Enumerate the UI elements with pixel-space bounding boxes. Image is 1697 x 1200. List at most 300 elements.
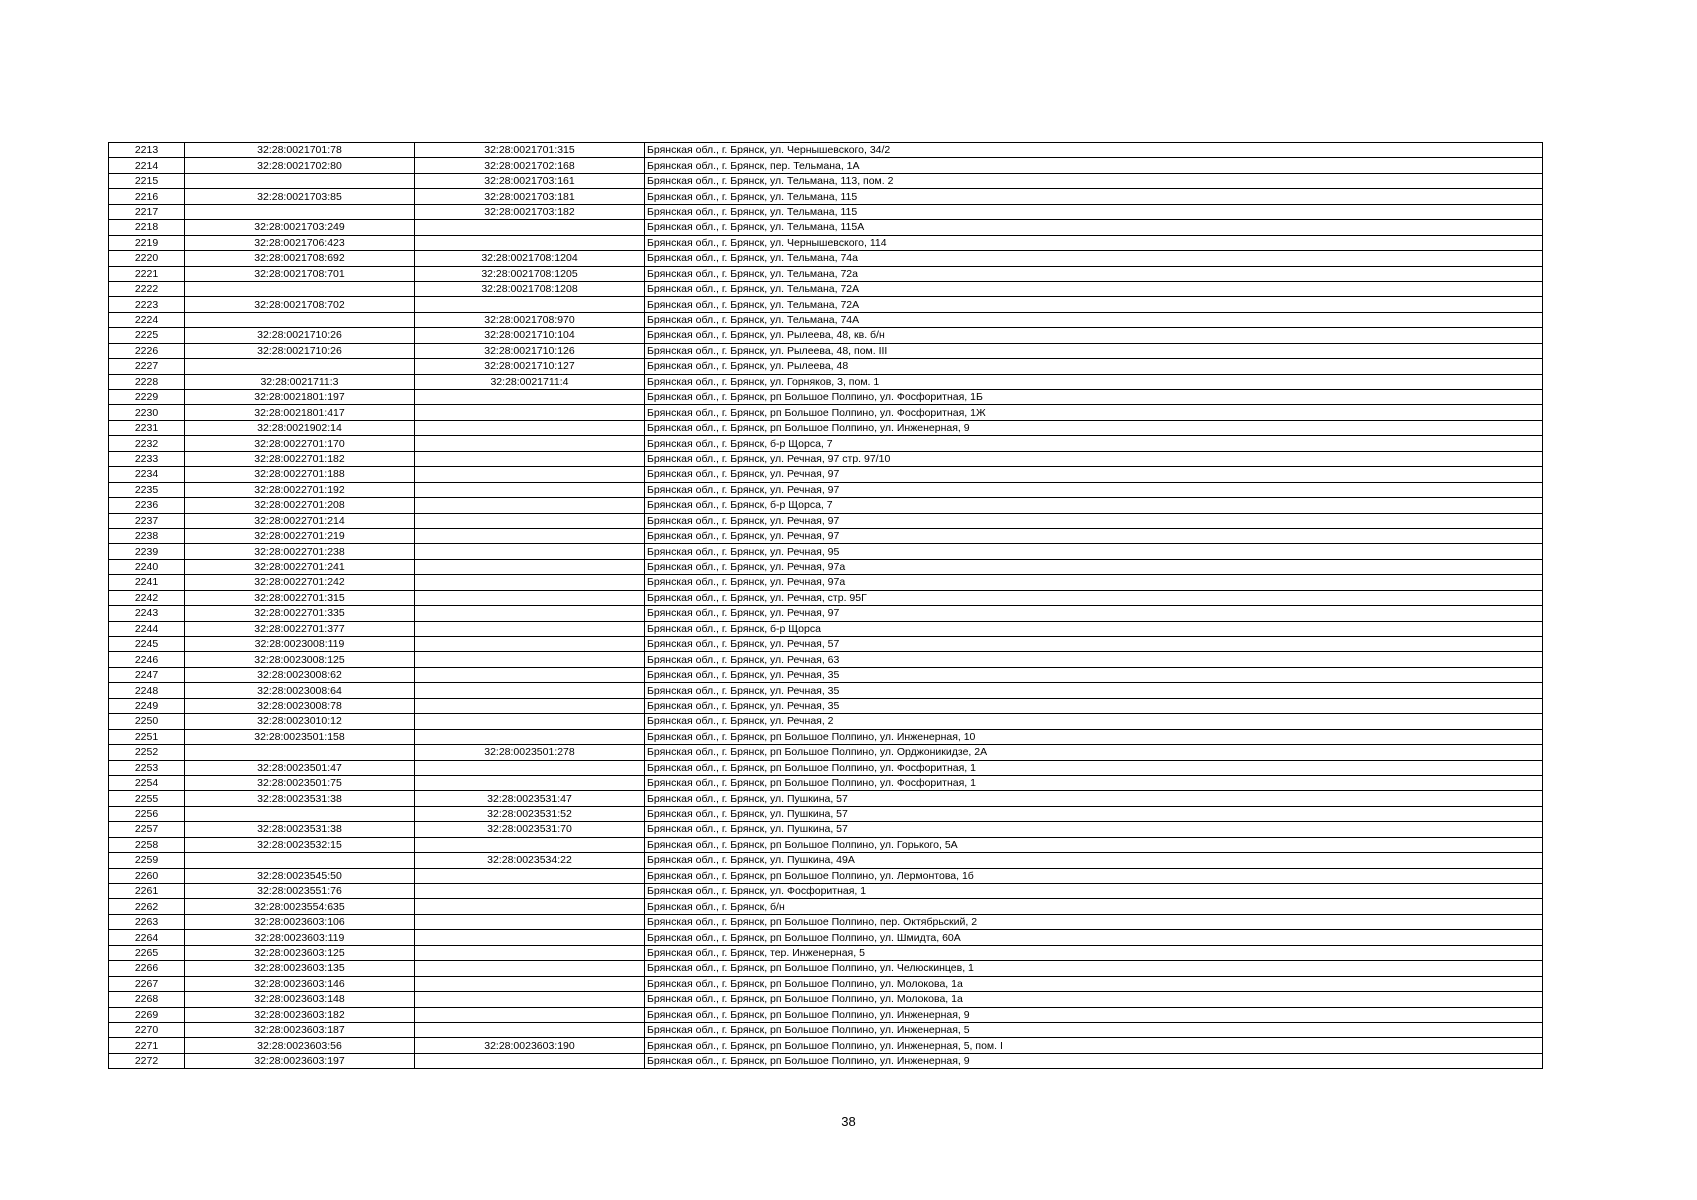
cadastral-number-cell: 32:28:0021710:26 <box>185 343 415 358</box>
table-row <box>109 806 1543 821</box>
related-cadastral-number-cell <box>415 775 645 790</box>
cadastral-number-cell <box>185 204 415 219</box>
cadastral-number-cell: 32:28:0022701:219 <box>185 528 415 543</box>
cadastral-number-cell: 32:28:0022701:188 <box>185 467 415 482</box>
related-cadastral-number-cell: 32:28:0021702:168 <box>415 158 645 173</box>
related-cadastral-number-cell: 32:28:0023603:190 <box>415 1038 645 1053</box>
address-cell: Брянская обл., г. Брянск, пер. Тельмана, 1А <box>645 158 1543 173</box>
cadastral-table <box>108 142 1543 1069</box>
address-cell: Брянская обл., г. Брянск, рп Большое Полпино, ул. Молокова, 1а <box>645 992 1543 1007</box>
row-number-cell: 2226 <box>109 343 185 358</box>
cadastral-number-cell: 32:28:0023008:119 <box>185 637 415 652</box>
related-cadastral-number-cell <box>415 992 645 1007</box>
row-number-cell: 2270 <box>109 1022 185 1037</box>
cadastral-number-cell: 32:28:0023603:106 <box>185 914 415 929</box>
row-number-cell: 2251 <box>109 729 185 744</box>
related-cadastral-number-cell <box>415 837 645 852</box>
cadastral-number-cell: 32:28:0023501:158 <box>185 729 415 744</box>
cadastral-number-cell <box>185 359 415 374</box>
address-cell: Брянская обл., г. Брянск, ул. Тельмана, 115 <box>645 189 1543 204</box>
cadastral-number-cell: 32:28:0023008:64 <box>185 683 415 698</box>
related-cadastral-number-cell <box>415 220 645 235</box>
related-cadastral-number-cell: 32:28:0021701:315 <box>415 143 645 158</box>
related-cadastral-number-cell <box>415 467 645 482</box>
cadastral-number-cell: 32:28:0022701:315 <box>185 590 415 605</box>
related-cadastral-number-cell <box>415 961 645 976</box>
related-cadastral-number-cell: 32:28:0021703:181 <box>415 189 645 204</box>
table-row <box>109 652 1543 667</box>
table-row <box>109 992 1543 1007</box>
table-row <box>109 683 1543 698</box>
table-row <box>109 559 1543 574</box>
cadastral-number-cell: 32:28:0022701:208 <box>185 498 415 513</box>
address-cell: Брянская обл., г. Брянск, рп Большое Полпино, ул. Лермонтова, 1б <box>645 868 1543 883</box>
row-number-cell: 2255 <box>109 791 185 806</box>
address-cell: Брянская обл., г. Брянск, ул. Речная, 97 <box>645 513 1543 528</box>
cadastral-number-cell: 32:28:0023603:135 <box>185 961 415 976</box>
related-cadastral-number-cell: 32:28:0023531:70 <box>415 822 645 837</box>
table-row <box>109 1053 1543 1068</box>
row-number-cell: 2256 <box>109 806 185 821</box>
cadastral-number-cell: 32:28:0023501:47 <box>185 760 415 775</box>
address-cell: Брянская обл., г. Брянск, ул. Речная, 2 <box>645 714 1543 729</box>
row-number-cell: 2235 <box>109 482 185 497</box>
address-cell: Брянская обл., г. Брянск, рп Большое Полпино, ул. Челюскинцев, 1 <box>645 961 1543 976</box>
table-row <box>109 390 1543 405</box>
address-cell: Брянская обл., г. Брянск, ул. Пушкина, 57 <box>645 822 1543 837</box>
table-row <box>109 575 1543 590</box>
address-cell: Брянская обл., г. Брянск, ул. Пушкина, 49А <box>645 853 1543 868</box>
table-row <box>109 822 1543 837</box>
address-cell: Брянская обл., г. Брянск, ул. Тельмана, 74а <box>645 251 1543 266</box>
table-row <box>109 745 1543 760</box>
table-row <box>109 189 1543 204</box>
related-cadastral-number-cell <box>415 714 645 729</box>
address-cell: Брянская обл., г. Брянск, рп Большое Полпино, ул. Горького, 5А <box>645 837 1543 852</box>
cadastral-number-cell: 32:28:0021702:80 <box>185 158 415 173</box>
related-cadastral-number-cell <box>415 528 645 543</box>
cadastral-number-cell: 32:28:0021708:702 <box>185 297 415 312</box>
related-cadastral-number-cell: 32:28:0021710:127 <box>415 359 645 374</box>
address-cell: Брянская обл., г. Брянск, б-р Щорса <box>645 621 1543 636</box>
address-cell: Брянская обл., г. Брянск, ул. Тельмана, 115А <box>645 220 1543 235</box>
table-row <box>109 714 1543 729</box>
table-row <box>109 544 1543 559</box>
cadastral-number-cell: 32:28:0021703:249 <box>185 220 415 235</box>
cadastral-number-cell: 32:28:0023531:38 <box>185 791 415 806</box>
address-cell: Брянская обл., г. Брянск, рп Большое Полпино, ул. Фосфоритная, 1Ж <box>645 405 1543 420</box>
related-cadastral-number-cell <box>415 884 645 899</box>
cadastral-number-cell <box>185 745 415 760</box>
table-row <box>109 328 1543 343</box>
related-cadastral-number-cell: 32:28:0023531:47 <box>415 791 645 806</box>
address-cell: Брянская обл., г. Брянск, рп Большое Полпино, ул. Инженерная, 5 <box>645 1022 1543 1037</box>
address-cell: Брянская обл., г. Брянск, ул. Речная, 97а <box>645 575 1543 590</box>
related-cadastral-number-cell: 32:28:0021710:104 <box>415 328 645 343</box>
related-cadastral-number-cell <box>415 575 645 590</box>
table-row <box>109 251 1543 266</box>
table-row <box>109 837 1543 852</box>
related-cadastral-number-cell <box>415 590 645 605</box>
table-row <box>109 173 1543 188</box>
address-cell: Брянская обл., г. Брянск, ул. Речная, 97 <box>645 528 1543 543</box>
row-number-cell: 2265 <box>109 945 185 960</box>
table-row <box>109 343 1543 358</box>
cadastral-number-cell: 32:28:0022701:192 <box>185 482 415 497</box>
table-row <box>109 312 1543 327</box>
address-cell: Брянская обл., г. Брянск, б-р Щорса, 7 <box>645 498 1543 513</box>
row-number-cell: 2240 <box>109 559 185 574</box>
row-number-cell: 2242 <box>109 590 185 605</box>
row-number-cell: 2230 <box>109 405 185 420</box>
address-cell: Брянская обл., г. Брянск, рп Большое Полпино, ул. Инженерная, 9 <box>645 420 1543 435</box>
table-row <box>109 266 1543 281</box>
related-cadastral-number-cell <box>415 390 645 405</box>
related-cadastral-number-cell <box>415 729 645 744</box>
cadastral-number-cell: 32:28:0021801:417 <box>185 405 415 420</box>
related-cadastral-number-cell: 32:28:0021710:126 <box>415 343 645 358</box>
address-cell: Брянская обл., г. Брянск, ул. Речная, 35 <box>645 698 1543 713</box>
related-cadastral-number-cell: 32:28:0021708:1208 <box>415 281 645 296</box>
row-number-cell: 2224 <box>109 312 185 327</box>
related-cadastral-number-cell <box>415 420 645 435</box>
cadastral-number-cell: 32:28:0023008:78 <box>185 698 415 713</box>
row-number-cell: 2232 <box>109 436 185 451</box>
cadastral-number-cell: 32:28:0023010:12 <box>185 714 415 729</box>
related-cadastral-number-cell <box>415 1022 645 1037</box>
cadastral-number-cell: 32:28:0021708:692 <box>185 251 415 266</box>
row-number-cell: 2266 <box>109 961 185 976</box>
address-cell: Брянская обл., г. Брянск, рп Большое Полпино, ул. Фосфоритная, 1Б <box>645 390 1543 405</box>
related-cadastral-number-cell <box>415 1007 645 1022</box>
address-cell: Брянская обл., г. Брянск, ул. Речная, 63 <box>645 652 1543 667</box>
cadastral-number-cell: 32:28:0023603:148 <box>185 992 415 1007</box>
related-cadastral-number-cell <box>415 621 645 636</box>
table-row <box>109 451 1543 466</box>
cadastral-number-cell: 32:28:0023603:197 <box>185 1053 415 1068</box>
cadastral-number-cell: 32:28:0023603:125 <box>185 945 415 960</box>
row-number-cell: 2257 <box>109 822 185 837</box>
row-number-cell: 2219 <box>109 235 185 250</box>
cadastral-number-cell: 32:28:0021706:423 <box>185 235 415 250</box>
table-row <box>109 482 1543 497</box>
address-cell: Брянская обл., г. Брянск, ул. Чернышевского, 114 <box>645 235 1543 250</box>
address-cell: Брянская обл., г. Брянск, рп Большое Полпино, ул. Фосфоритная, 1 <box>645 775 1543 790</box>
address-cell: Брянская обл., г. Брянск, ул. Речная, 97 стр. 97/10 <box>645 451 1543 466</box>
table-body <box>109 143 1543 1069</box>
table-row <box>109 528 1543 543</box>
cadastral-number-cell: 32:28:0023531:38 <box>185 822 415 837</box>
cadastral-number-cell: 32:28:0023008:125 <box>185 652 415 667</box>
cadastral-number-cell: 32:28:0021801:197 <box>185 390 415 405</box>
table-row <box>109 281 1543 296</box>
row-number-cell: 2244 <box>109 621 185 636</box>
cadastral-number-cell <box>185 173 415 188</box>
table-row <box>109 899 1543 914</box>
address-cell: Брянская обл., г. Брянск, ул. Речная, 97 <box>645 606 1543 621</box>
cadastral-number-cell: 32:28:0023008:62 <box>185 667 415 682</box>
table-row <box>109 220 1543 235</box>
address-cell: Брянская обл., г. Брянск, ул. Речная, 35 <box>645 667 1543 682</box>
address-cell: Брянская обл., г. Брянск, рп Большое Полпино, ул. Инженерная, 10 <box>645 729 1543 744</box>
cadastral-number-cell: 32:28:0023603:187 <box>185 1022 415 1037</box>
table-row <box>109 637 1543 652</box>
related-cadastral-number-cell <box>415 451 645 466</box>
cadastral-number-cell <box>185 853 415 868</box>
table-row <box>109 158 1543 173</box>
address-cell: Брянская обл., г. Брянск, ул. Тельмана, 74А <box>645 312 1543 327</box>
table-row <box>109 760 1543 775</box>
related-cadastral-number-cell: 32:28:0021703:182 <box>415 204 645 219</box>
related-cadastral-number-cell <box>415 930 645 945</box>
cadastral-number-cell: 32:28:0022701:242 <box>185 575 415 590</box>
related-cadastral-number-cell <box>415 297 645 312</box>
address-cell: Брянская обл., г. Брянск, ул. Тельмана, 72А <box>645 281 1543 296</box>
related-cadastral-number-cell: 32:28:0023501:278 <box>415 745 645 760</box>
cadastral-number-cell <box>185 806 415 821</box>
row-number-cell: 2249 <box>109 698 185 713</box>
cadastral-number-cell: 32:28:0022701:182 <box>185 451 415 466</box>
address-cell: Брянская обл., г. Брянск, ул. Рылеева, 48, пом. III <box>645 343 1543 358</box>
related-cadastral-number-cell: 32:28:0021708:1204 <box>415 251 645 266</box>
address-cell: Брянская обл., г. Брянск, ул. Тельмана, 72а <box>645 266 1543 281</box>
address-cell: Брянская обл., г. Брянск, ул. Тельмана, 115 <box>645 204 1543 219</box>
related-cadastral-number-cell <box>415 606 645 621</box>
related-cadastral-number-cell: 32:28:0023534:22 <box>415 853 645 868</box>
row-number-cell: 2269 <box>109 1007 185 1022</box>
address-cell: Брянская обл., г. Брянск, рп Большое Полпино, ул. Молокова, 1а <box>645 976 1543 991</box>
table-row <box>109 791 1543 806</box>
row-number-cell: 2214 <box>109 158 185 173</box>
row-number-cell: 2272 <box>109 1053 185 1068</box>
cadastral-number-cell: 32:28:0022701:241 <box>185 559 415 574</box>
address-cell: Брянская обл., г. Брянск, рп Большое Полпино, ул. Инженерная, 5, пом. I <box>645 1038 1543 1053</box>
row-number-cell: 2221 <box>109 266 185 281</box>
row-number-cell: 2260 <box>109 868 185 883</box>
table-row <box>109 359 1543 374</box>
address-cell: Брянская обл., г. Брянск, ул. Пушкина, 57 <box>645 791 1543 806</box>
address-cell: Брянская обл., г. Брянск, ул. Тельмана, 72А <box>645 297 1543 312</box>
cadastral-number-cell: 32:28:0023532:15 <box>185 837 415 852</box>
address-cell: Брянская обл., г. Брянск, рп Большое Полпино, ул. Шмидта, 60А <box>645 930 1543 945</box>
row-number-cell: 2229 <box>109 390 185 405</box>
cadastral-number-cell <box>185 312 415 327</box>
table-row <box>109 436 1543 451</box>
row-number-cell: 2213 <box>109 143 185 158</box>
row-number-cell: 2258 <box>109 837 185 852</box>
table-row <box>109 930 1543 945</box>
address-cell: Брянская обл., г. Брянск, рп Большое Полпино, пер. Октябрьский, 2 <box>645 914 1543 929</box>
address-cell: Брянская обл., г. Брянск, рп Большое Полпино, ул. Инженерная, 9 <box>645 1007 1543 1022</box>
cadastral-number-cell: 32:28:0021708:701 <box>185 266 415 281</box>
related-cadastral-number-cell: 32:28:0021703:161 <box>415 173 645 188</box>
row-number-cell: 2246 <box>109 652 185 667</box>
table-row <box>109 884 1543 899</box>
address-cell: Брянская обл., г. Брянск, ул. Фосфоритная, 1 <box>645 884 1543 899</box>
cadastral-number-cell: 32:28:0023501:75 <box>185 775 415 790</box>
row-number-cell: 2261 <box>109 884 185 899</box>
table-row <box>109 667 1543 682</box>
cadastral-number-cell: 32:28:0023551:76 <box>185 884 415 899</box>
row-number-cell: 2238 <box>109 528 185 543</box>
table-row <box>109 235 1543 250</box>
cadastral-number-cell: 32:28:0021902:14 <box>185 420 415 435</box>
address-cell: Брянская обл., г. Брянск, ул. Речная, 35 <box>645 683 1543 698</box>
address-cell: Брянская обл., г. Брянск, ул. Рылеева, 48, кв. б/н <box>645 328 1543 343</box>
table-row <box>109 914 1543 929</box>
row-number-cell: 2231 <box>109 420 185 435</box>
row-number-cell: 2215 <box>109 173 185 188</box>
row-number-cell: 2262 <box>109 899 185 914</box>
row-number-cell: 2225 <box>109 328 185 343</box>
related-cadastral-number-cell <box>415 436 645 451</box>
address-cell: Брянская обл., г. Брянск, б/н <box>645 899 1543 914</box>
address-cell: Брянская обл., г. Брянск, ул. Речная, 97а <box>645 559 1543 574</box>
row-number-cell: 2263 <box>109 914 185 929</box>
cadastral-number-cell: 32:28:0022701:335 <box>185 606 415 621</box>
row-number-cell: 2264 <box>109 930 185 945</box>
cadastral-number-cell: 32:28:0023603:146 <box>185 976 415 991</box>
address-cell: Брянская обл., г. Брянск, ул. Тельмана, 113, пом. 2 <box>645 173 1543 188</box>
table-row <box>109 498 1543 513</box>
related-cadastral-number-cell: 32:28:0021708:970 <box>415 312 645 327</box>
related-cadastral-number-cell <box>415 683 645 698</box>
address-cell: Брянская обл., г. Брянск, тер. Инженерная, 5 <box>645 945 1543 960</box>
address-cell: Брянская обл., г. Брянск, ул. Речная, 57 <box>645 637 1543 652</box>
table-row <box>109 1007 1543 1022</box>
table-row <box>109 621 1543 636</box>
row-number-cell: 2253 <box>109 760 185 775</box>
cadastral-number-cell: 32:28:0023603:119 <box>185 930 415 945</box>
related-cadastral-number-cell <box>415 544 645 559</box>
related-cadastral-number-cell <box>415 559 645 574</box>
row-number-cell: 2233 <box>109 451 185 466</box>
table-row <box>109 606 1543 621</box>
table-row <box>109 374 1543 389</box>
cadastral-number-cell <box>185 281 415 296</box>
cadastral-number-cell: 32:28:0023554:635 <box>185 899 415 914</box>
address-cell: Брянская обл., г. Брянск, рп Большое Полпино, ул. Фосфоритная, 1 <box>645 760 1543 775</box>
row-number-cell: 2254 <box>109 775 185 790</box>
cadastral-number-cell: 32:28:0023603:182 <box>185 1007 415 1022</box>
related-cadastral-number-cell <box>415 652 645 667</box>
row-number-cell: 2271 <box>109 1038 185 1053</box>
cadastral-number-cell: 32:28:0023545:50 <box>185 868 415 883</box>
row-number-cell: 2241 <box>109 575 185 590</box>
related-cadastral-number-cell <box>415 235 645 250</box>
table-row <box>109 204 1543 219</box>
related-cadastral-number-cell: 32:28:0021711:4 <box>415 374 645 389</box>
address-cell: Брянская обл., г. Брянск, ул. Речная, 97 <box>645 467 1543 482</box>
related-cadastral-number-cell <box>415 868 645 883</box>
row-number-cell: 2248 <box>109 683 185 698</box>
related-cadastral-number-cell <box>415 513 645 528</box>
related-cadastral-number-cell <box>415 760 645 775</box>
address-cell: Брянская обл., г. Брянск, ул. Пушкина, 57 <box>645 806 1543 821</box>
related-cadastral-number-cell <box>415 482 645 497</box>
cadastral-number-cell: 32:28:0022701:170 <box>185 436 415 451</box>
table-row <box>109 143 1543 158</box>
row-number-cell: 2223 <box>109 297 185 312</box>
address-cell: Брянская обл., г. Брянск, ул. Речная, 97 <box>645 482 1543 497</box>
related-cadastral-number-cell <box>415 405 645 420</box>
row-number-cell: 2243 <box>109 606 185 621</box>
table-row <box>109 698 1543 713</box>
row-number-cell: 2228 <box>109 374 185 389</box>
cadastral-number-cell: 32:28:0022701:214 <box>185 513 415 528</box>
cadastral-number-cell: 32:28:0021711:3 <box>185 374 415 389</box>
row-number-cell: 2217 <box>109 204 185 219</box>
table-row <box>109 945 1543 960</box>
row-number-cell: 2267 <box>109 976 185 991</box>
address-cell: Брянская обл., г. Брянск, ул. Чернышевского, 34/2 <box>645 143 1543 158</box>
related-cadastral-number-cell <box>415 637 645 652</box>
cadastral-number-cell: 32:28:0023603:56 <box>185 1038 415 1053</box>
row-number-cell: 2247 <box>109 667 185 682</box>
cadastral-number-cell: 32:28:0021703:85 <box>185 189 415 204</box>
table-row <box>109 868 1543 883</box>
row-number-cell: 2234 <box>109 467 185 482</box>
row-number-cell: 2239 <box>109 544 185 559</box>
table-row <box>109 405 1543 420</box>
related-cadastral-number-cell <box>415 899 645 914</box>
page-number: 38 <box>841 1114 856 1129</box>
table-row <box>109 775 1543 790</box>
table-row <box>109 513 1543 528</box>
row-number-cell: 2250 <box>109 714 185 729</box>
row-number-cell: 2216 <box>109 189 185 204</box>
related-cadastral-number-cell <box>415 498 645 513</box>
related-cadastral-number-cell <box>415 914 645 929</box>
row-number-cell: 2236 <box>109 498 185 513</box>
address-cell: Брянская обл., г. Брянск, б-р Щорса, 7 <box>645 436 1543 451</box>
table-row <box>109 420 1543 435</box>
table-row <box>109 590 1543 605</box>
related-cadastral-number-cell <box>415 698 645 713</box>
table-row <box>109 467 1543 482</box>
table-row <box>109 1038 1543 1053</box>
related-cadastral-number-cell <box>415 945 645 960</box>
address-cell: Брянская обл., г. Брянск, ул. Речная, 95 <box>645 544 1543 559</box>
cadastral-number-cell: 32:28:0022701:377 <box>185 621 415 636</box>
row-number-cell: 2259 <box>109 853 185 868</box>
table-row <box>109 853 1543 868</box>
related-cadastral-number-cell <box>415 667 645 682</box>
row-number-cell: 2220 <box>109 251 185 266</box>
address-cell: Брянская обл., г. Брянск, рп Большое Полпино, ул. Орджоникидзе, 2А <box>645 745 1543 760</box>
cadastral-number-cell: 32:28:0021710:26 <box>185 328 415 343</box>
related-cadastral-number-cell: 32:28:0023531:52 <box>415 806 645 821</box>
address-cell: Брянская обл., г. Брянск, ул. Рылеева, 48 <box>645 359 1543 374</box>
table-row <box>109 297 1543 312</box>
table-row <box>109 976 1543 991</box>
address-cell: Брянская обл., г. Брянск, ул. Горняков, 3, пом. 1 <box>645 374 1543 389</box>
row-number-cell: 2218 <box>109 220 185 235</box>
table-row <box>109 961 1543 976</box>
address-cell: Брянская обл., г. Брянск, ул. Речная, стр. 95Г <box>645 590 1543 605</box>
row-number-cell: 2222 <box>109 281 185 296</box>
cadastral-number-cell: 32:28:0021701:78 <box>185 143 415 158</box>
table-row <box>109 1022 1543 1037</box>
address-cell: Брянская обл., г. Брянск, рп Большое Полпино, ул. Инженерная, 9 <box>645 1053 1543 1068</box>
related-cadastral-number-cell: 32:28:0021708:1205 <box>415 266 645 281</box>
row-number-cell: 2237 <box>109 513 185 528</box>
related-cadastral-number-cell <box>415 976 645 991</box>
row-number-cell: 2252 <box>109 745 185 760</box>
table-row <box>109 729 1543 744</box>
row-number-cell: 2227 <box>109 359 185 374</box>
row-number-cell: 2245 <box>109 637 185 652</box>
